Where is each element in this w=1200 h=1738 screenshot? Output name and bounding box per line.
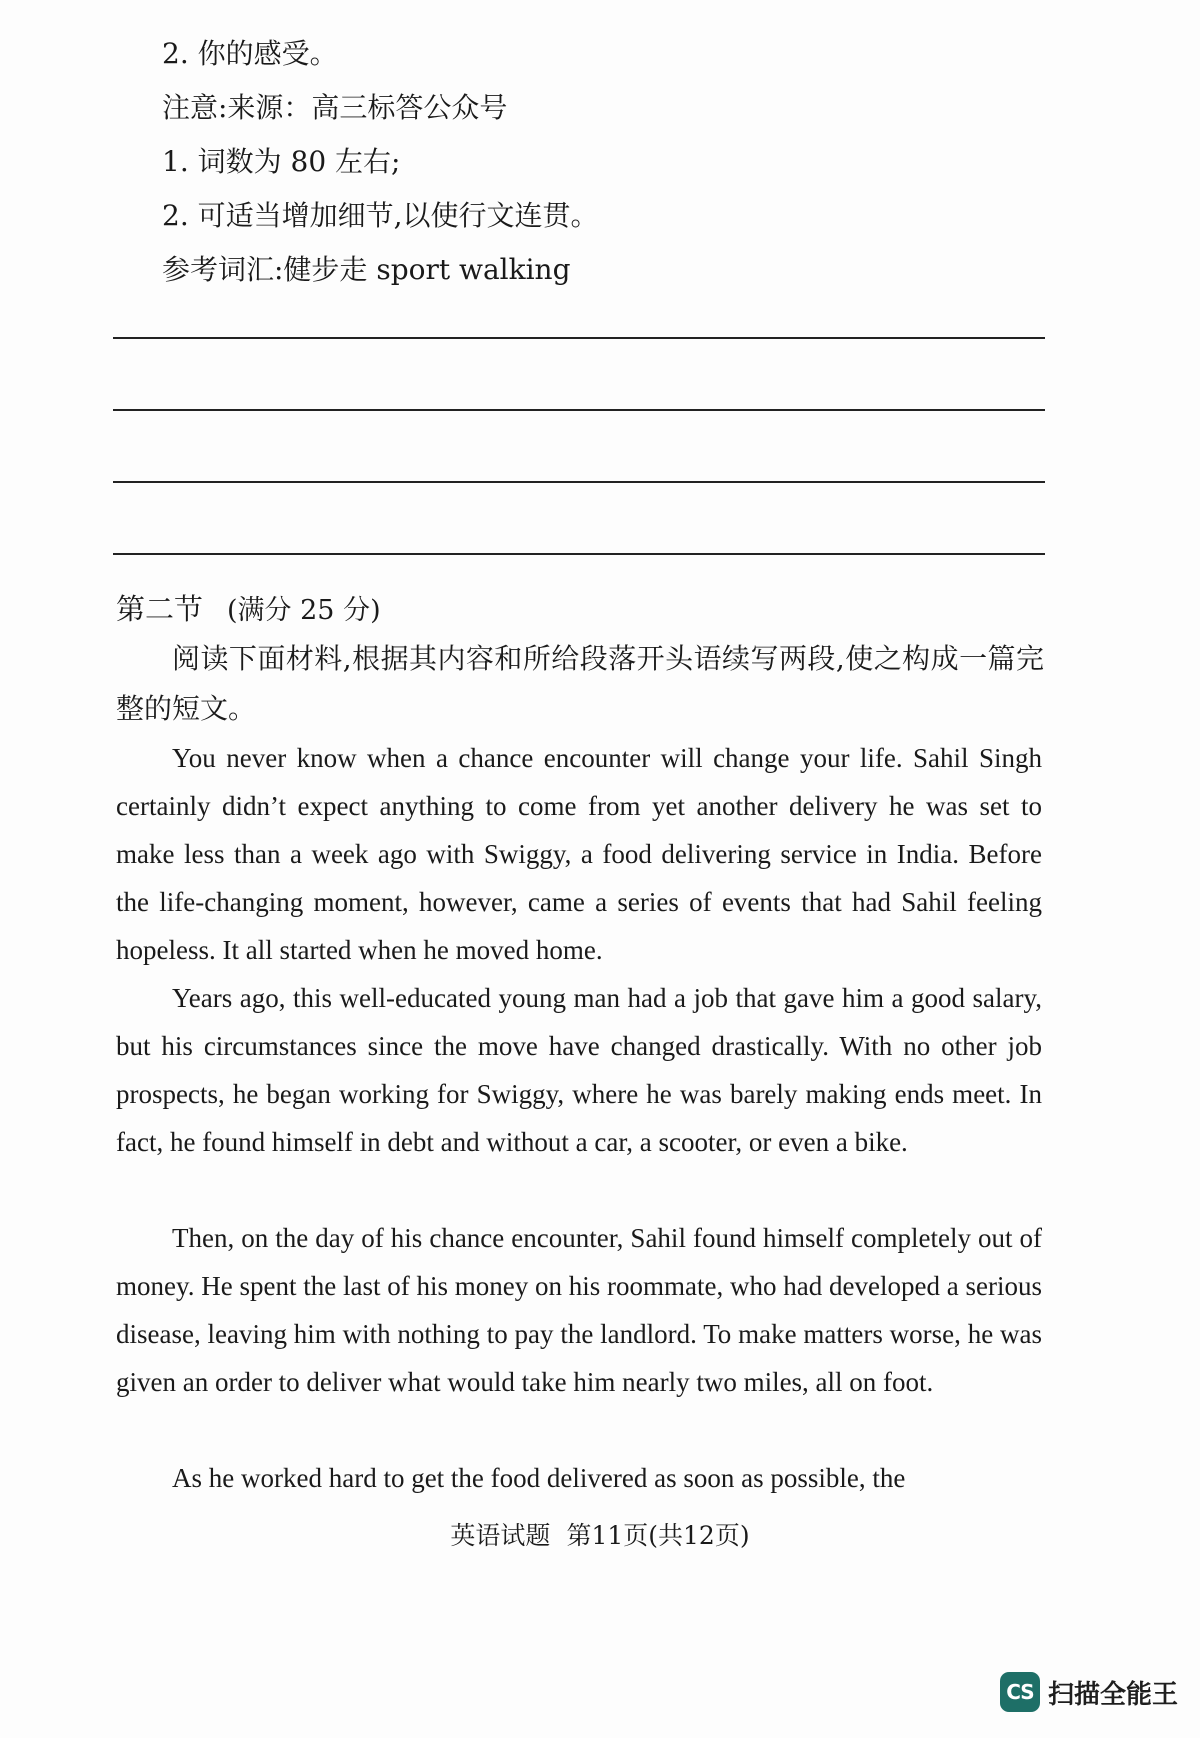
reference-vocabulary: 参考词汇:健步走 sport walking xyxy=(162,253,571,286)
instruction-text: 阅读下面材料,根据其内容和所给段落开头语续写两段,使之构成一篇完整的短文。 xyxy=(116,642,1044,725)
note-add-details: 2. 可适当增加细节,以使行文连贯。 xyxy=(162,199,599,232)
camscanner-logo-icon: CS xyxy=(1000,1672,1040,1712)
passage-paragraph-2: Years ago, this well-educated young man had a job that gave him a good salary, but his circumstances since the move have changed drastically. With no other job prospects, he began working for Swiggy, where he was barely making ends meet. In fact, he found himself in debt and without a car, a scooter, or even a bike. xyxy=(116,983,1042,1157)
answer-line-4 xyxy=(113,553,1045,555)
section-title: 第二节 xyxy=(116,592,204,626)
page-footer xyxy=(0,1518,1200,1554)
footer-subject: 英语试题 xyxy=(450,1521,551,1550)
scanner-watermark xyxy=(1000,1672,1178,1712)
section-score: (满分 25 分) xyxy=(227,595,381,626)
task-point-2: 2. 你的感受。 xyxy=(162,37,338,70)
answer-line-1 xyxy=(113,337,1045,339)
note-source-line: 注意:来源：高三标答公众号 xyxy=(162,91,508,124)
footer-page-number: 第11页(共12页) xyxy=(566,1521,750,1550)
note-word-count: 1. 词数为 80 左右; xyxy=(162,145,401,178)
passage-paragraph-1: You never know when a chance encounter will change your life. Sahil Singh certainly didn’t expect anything to come from yet another delivery he was set to make less than a week ago with Swiggy, a food delivering service in India. Before the life-changing moment, however, came a series of events that had Sahil feeling hopeless. It all started when he moved home. xyxy=(116,743,1042,965)
passage-paragraph-4: As he worked hard to get the food delivered as soon as possible, the xyxy=(172,1463,906,1493)
answer-line-3 xyxy=(113,481,1045,483)
answer-line-2 xyxy=(113,409,1045,411)
passage-paragraph-3: Then, on the day of his chance encounter, Sahil found himself completely out of money. He spent the last of his money on his roommate, who had developed a serious disease, leaving him with nothing to pay the landlord. To make matters worse, he was given an order to deliver what would take him nearly two miles, all on foot. xyxy=(116,1223,1042,1397)
section-heading xyxy=(116,588,381,632)
scanner-brand: 扫描全能王 xyxy=(1047,1679,1178,1710)
